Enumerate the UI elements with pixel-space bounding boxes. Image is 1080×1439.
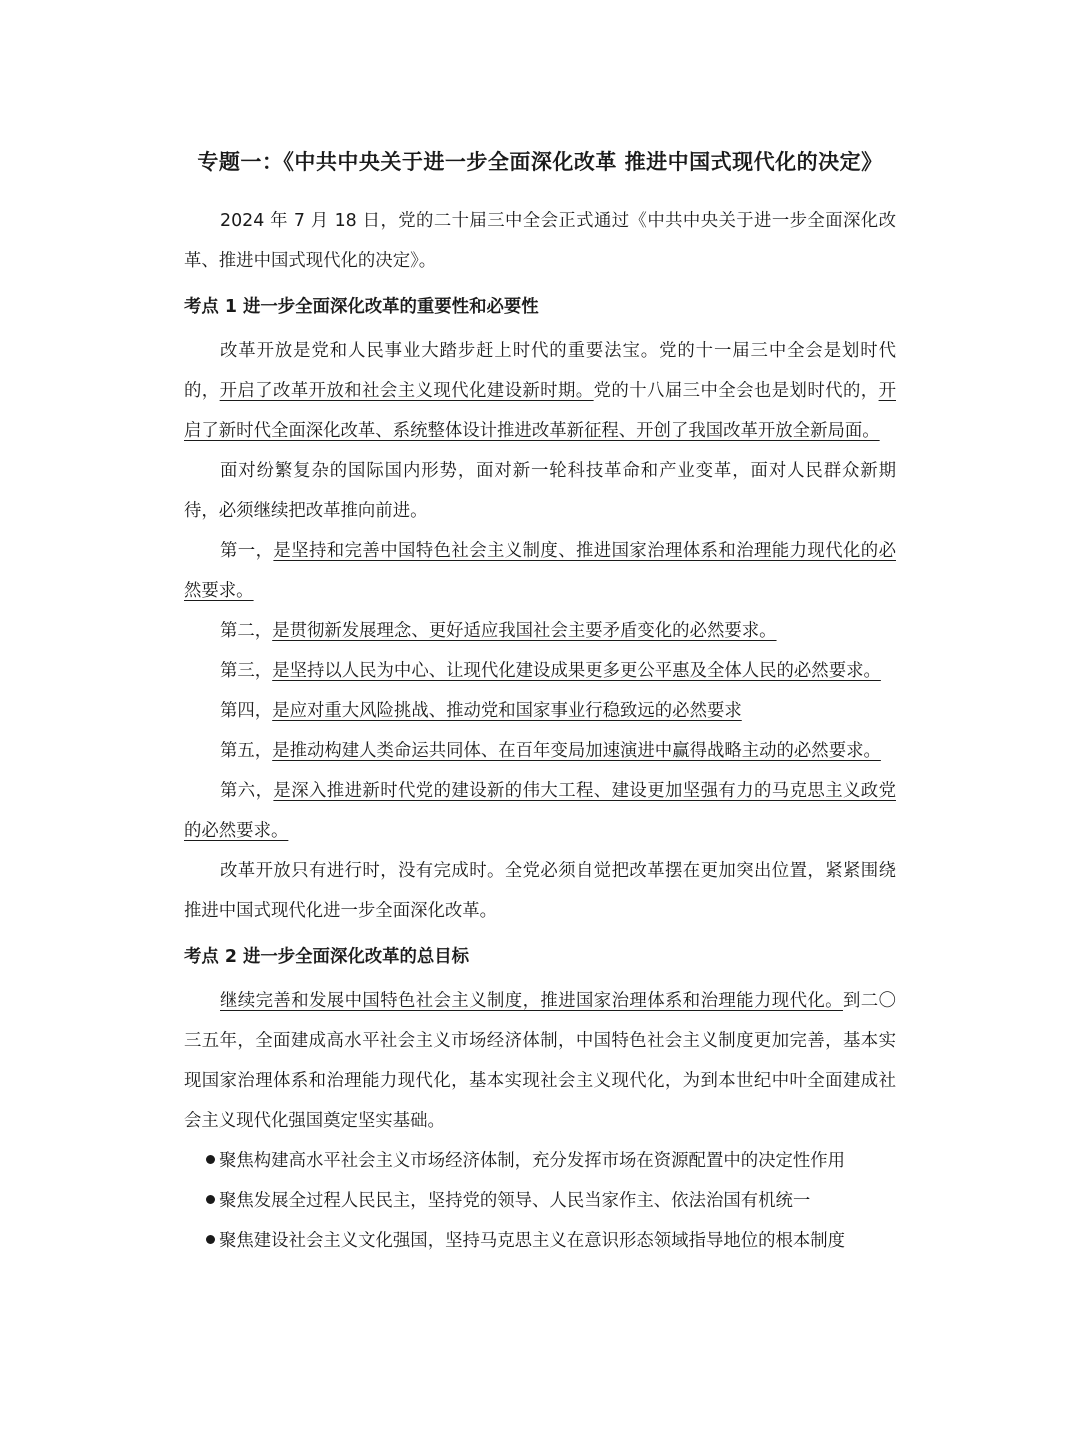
requirement-text: 是推动构建人类命运共同体、在百年变局加速演进中赢得战略主动的必然要求。 [272, 741, 881, 761]
section-2-heading: 考点 2 进一步全面深化改革的总目标 [184, 947, 470, 967]
bullet-text: 聚焦构建高水平社会主义市场经济体制，充分发挥市场在资源配置中的决定性作用 [219, 1151, 846, 1171]
bullet-dot-icon [206, 1235, 215, 1244]
requirement-text: 是应对重大风险挑战、推动党和国家事业行稳致远的必然要求 [272, 701, 742, 721]
requirement-item-4 [184, 691, 896, 731]
underlined-text: 开启了新时代全面深化改革、系统整体设计推进改革新征程、开创了我国改革开放全新局面。 [184, 381, 896, 441]
requirement-item-1 [184, 531, 896, 611]
bullet-text: 聚焦建设社会主义文化强国，坚持马克思主义在意识形态领域指导地位的根本制度 [219, 1231, 846, 1251]
requirement-lead: 第六， [220, 781, 274, 801]
document-body [184, 201, 896, 1261]
requirement-item-2 [184, 611, 896, 651]
requirement-lead: 第四， [220, 701, 273, 721]
paragraph-text: 到二〇三五年，全面建成高水平社会主义市场经济体制，中国特色社会主义制度更加完善，基本实现国家治理体系和治理能力现代化，基本实现社会主义现代化，为到本世纪中叶全面建成社会主义现代化强国奠定坚实基础。 [184, 991, 896, 1131]
requirement-item-6 [184, 771, 896, 851]
underlined-text: 继续完善和发展中国特色社会主义制度，推进国家治理体系和治理能力现代化。 [220, 991, 843, 1011]
bullet-item-2 [184, 1181, 896, 1221]
requirement-item-5 [184, 731, 896, 771]
section-1-paragraph-2: 面对纷繁复杂的国际国内形势，面对新一轮科技革命和产业变革，面对人民群众新期待，必须继续把改革推向前进。 [184, 461, 896, 521]
requirement-text: 是坚持和完善中国特色社会主义制度、推进国家治理体系和治理能力现代化的必然要求。 [184, 541, 896, 601]
paragraph-text: 改革开放是党和人民事业大踏步赶上时代的重要法宝。党的十一届三中全会是划时代的， [184, 341, 896, 401]
section-2-paragraph-1 [184, 981, 896, 1141]
paragraph-text: 党的十八届三中全会也是划时代的， [593, 381, 879, 401]
bullet-dot-icon [206, 1195, 215, 1204]
bullet-dot-icon [206, 1155, 215, 1164]
underlined-text: 开启了改革开放和社会主义现代化建设新时期。 [219, 381, 594, 401]
bullet-text: 聚焦发展全过程人民民主，坚持党的领导、人民当家作主、依法治国有机统一 [219, 1191, 811, 1211]
requirement-text: 是坚持以人民为中心、让现代化建设成果更多更公平惠及全体人民的必然要求。 [272, 661, 881, 681]
requirement-lead: 第二， [220, 621, 273, 641]
requirement-lead: 第五， [220, 741, 273, 761]
section-1-paragraph-3: 改革开放只有进行时，没有完成时。全党必须自觉把改革摆在更加突出位置，紧紧围绕推进中国式现代化进一步全面深化改革。 [184, 861, 896, 921]
requirement-lead: 第一， [220, 541, 274, 561]
bullet-item-1 [184, 1141, 896, 1181]
requirement-text: 是贯彻新发展理念、更好适应我国社会主要矛盾变化的必然要求。 [272, 621, 777, 641]
intro-paragraph: 2024 年 7 月 18 日，党的二十届三中全会正式通过《中共中央关于进一步全面深化改革、推进中国式现代化的决定》。 [184, 211, 896, 271]
document-title: 专题一：《中共中央关于进一步全面深化改革 推进中国式现代化的决定》 [197, 150, 883, 174]
requirement-text: 是深入推进新时代党的建设新的伟大工程、建设更加坚强有力的马克思主义政党的必然要求。 [184, 781, 896, 841]
section-1-paragraph-1 [184, 331, 896, 451]
requirement-item-3 [184, 651, 896, 691]
bullet-item-3 [184, 1221, 896, 1261]
requirement-lead: 第三， [220, 661, 273, 681]
section-1-heading: 考点 1 进一步全面深化改革的重要性和必要性 [184, 297, 539, 317]
